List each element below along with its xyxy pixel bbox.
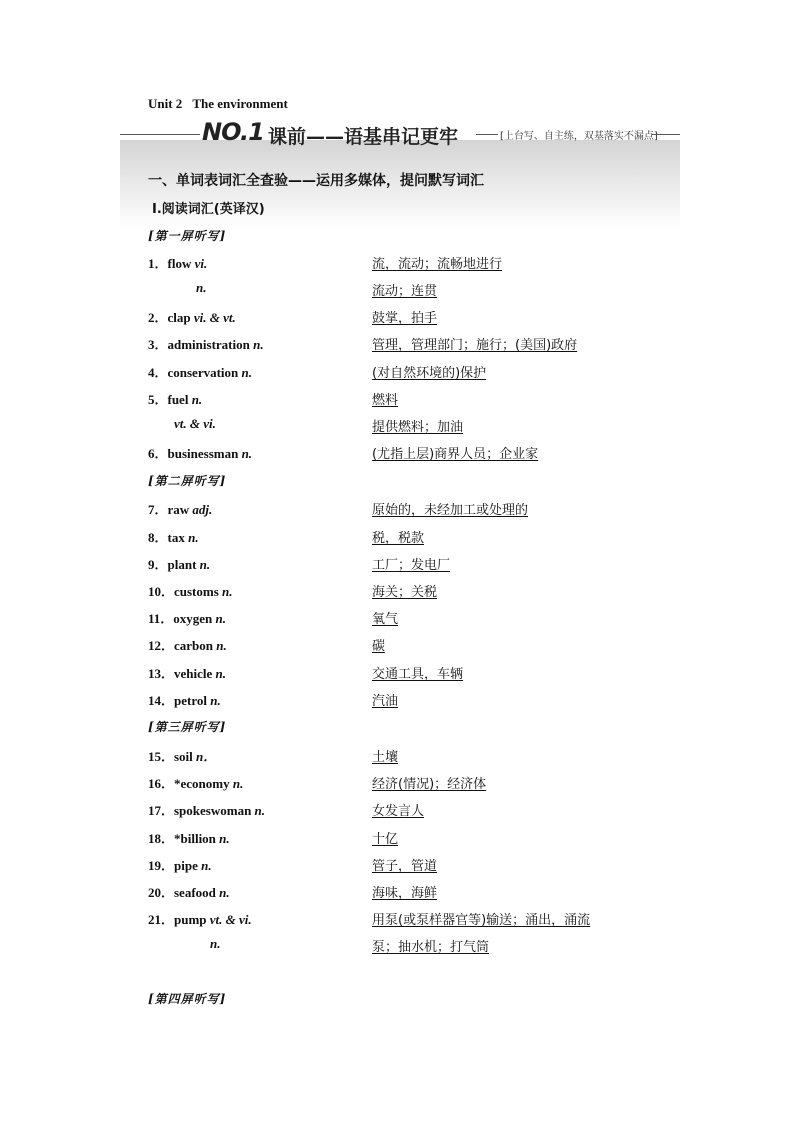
vocab-part-of-speech: n. bbox=[253, 337, 264, 352]
section-banner bbox=[120, 118, 680, 154]
vocab-word-text: 9．plant bbox=[148, 557, 200, 572]
vocab-word-text: 16．*economy bbox=[148, 776, 233, 791]
vocab-row bbox=[0, 855, 794, 877]
vocab-word-text: 13．vehicle bbox=[148, 666, 216, 681]
vocab-row bbox=[0, 581, 794, 603]
vocab-word bbox=[148, 581, 233, 600]
vocab-meaning: 碳 bbox=[372, 639, 386, 654]
vocab-word bbox=[148, 855, 212, 874]
vocab-part-of-speech: n. bbox=[196, 280, 207, 295]
screen-label-3: [第三屏听写] bbox=[148, 720, 227, 734]
vocab-word bbox=[148, 443, 252, 462]
vocab-meaning: 税，税款 bbox=[372, 531, 425, 546]
vocab-part-of-speech: n． bbox=[196, 749, 217, 764]
vocab-meaning: 原始的，未经加工或处理的 bbox=[372, 503, 529, 518]
vocab-row bbox=[0, 909, 794, 931]
vocab-word bbox=[148, 499, 212, 518]
vocab-row bbox=[0, 882, 794, 904]
vocab-word-text: 18．*billion bbox=[148, 831, 220, 846]
vocab-row bbox=[0, 773, 794, 795]
vocab-word-text: 11．oxygen bbox=[148, 611, 216, 626]
vocab-meaning: 汽油 bbox=[372, 694, 399, 709]
vocab-row bbox=[0, 554, 794, 576]
vocab-part-of-speech: n. bbox=[254, 803, 266, 818]
vocab-meaning: 土壤 bbox=[372, 750, 399, 765]
vocab-meaning: 鼓掌，拍手 bbox=[372, 311, 438, 326]
vocab-part-of-speech: vi. & vt. bbox=[193, 310, 236, 325]
vocab-word-text: 3．administration bbox=[148, 337, 254, 352]
vocab-row bbox=[0, 527, 794, 549]
vocab-part-of-speech: n. bbox=[188, 530, 199, 545]
vocab-row bbox=[0, 362, 794, 384]
vocab-word bbox=[148, 554, 210, 573]
vocab-word-text: 7．raw bbox=[148, 502, 193, 517]
sub-section-title: Ⅰ.阅读词汇(英译汉) bbox=[152, 202, 265, 217]
vocab-row bbox=[0, 416, 794, 438]
vocab-word-text: 2．clap bbox=[148, 310, 194, 325]
vocab-part-of-speech: n. bbox=[222, 584, 233, 599]
vocab-meaning: 提供燃料；加油 bbox=[372, 420, 464, 435]
vocab-word bbox=[148, 882, 230, 901]
vocab-meaning: 氧气 bbox=[372, 612, 399, 627]
vocab-word-text: 14．petrol bbox=[148, 693, 211, 708]
vocab-word bbox=[148, 527, 199, 546]
vocab-part-of-speech: n. bbox=[210, 693, 221, 708]
vocab-row bbox=[0, 690, 794, 712]
vocab-meaning: 泵；抽水机；打气筒 bbox=[372, 940, 490, 955]
vocab-part-of-speech: n. bbox=[216, 638, 227, 653]
vocab-row bbox=[0, 608, 794, 630]
vocab-part-of-speech: n. bbox=[219, 885, 230, 900]
vocab-meaning: 管理，管理部门；施行；(美国)政府 bbox=[372, 338, 578, 353]
vocab-row bbox=[0, 334, 794, 356]
vocab-row bbox=[0, 253, 794, 275]
vocab-row bbox=[0, 389, 794, 411]
banner-subtitle: [上台写、自主练，双基落实不漏点] bbox=[500, 131, 658, 142]
vocab-word-text: 1．flow bbox=[148, 256, 195, 271]
vocab-row bbox=[0, 828, 794, 850]
section-title: 一、单词表词汇全查验——运用多媒体，提问默写词汇 bbox=[148, 173, 484, 189]
unit-number: Unit 2 bbox=[148, 96, 183, 111]
vocab-word-text: 19．pipe bbox=[148, 858, 202, 873]
vocab-meaning: 燃料 bbox=[372, 393, 399, 408]
vocab-row bbox=[0, 746, 794, 768]
vocab-word bbox=[148, 690, 221, 709]
vocab-word-text: 6．businessman bbox=[148, 446, 242, 461]
vocab-word-text: 15．soil bbox=[148, 749, 197, 764]
vocab-word-text: 20．seafood bbox=[148, 885, 220, 900]
vocab-word bbox=[148, 663, 226, 682]
vocab-part-of-speech: n. bbox=[215, 611, 227, 626]
vocab-part-of-speech: n. bbox=[219, 831, 230, 846]
vocab-part-of-speech: n. bbox=[241, 446, 253, 461]
screen-label-1: [第一屏听写] bbox=[148, 229, 227, 243]
vocab-word bbox=[148, 746, 216, 765]
vocab-word-text: 12．carbon bbox=[148, 638, 217, 653]
vocab-part-of-speech: n. bbox=[191, 392, 203, 407]
vocab-part-of-speech: n. bbox=[199, 557, 211, 572]
vocab-word-text: 21．pump bbox=[148, 912, 210, 927]
vocab-word bbox=[148, 253, 207, 272]
vocab-meaning: 女发言人 bbox=[372, 804, 425, 819]
unit-heading bbox=[148, 96, 288, 112]
vocab-part-of-speech: n. bbox=[241, 365, 253, 380]
banner-rule-right bbox=[652, 134, 680, 135]
vocab-word bbox=[148, 389, 202, 408]
vocab-word bbox=[148, 800, 265, 819]
vocab-word bbox=[148, 334, 264, 353]
vocab-part-of-speech: n. bbox=[210, 936, 221, 951]
vocab-meaning: (尤指上层)商界人员；企业家 bbox=[372, 447, 539, 462]
vocab-meaning: 交通工具，车辆 bbox=[372, 667, 464, 682]
vocab-word-text: 5．fuel bbox=[148, 392, 192, 407]
vocab-meaning: 流动；连贯 bbox=[372, 284, 438, 299]
vocab-row bbox=[0, 800, 794, 822]
vocab-word-text: 4．conservation bbox=[148, 365, 242, 380]
vocab-row bbox=[0, 443, 794, 465]
vocab-word bbox=[210, 936, 220, 952]
vocab-part-of-speech: n. bbox=[215, 666, 226, 681]
vocab-part-of-speech: vt. & vi. bbox=[209, 912, 252, 927]
vocab-part-of-speech: adj. bbox=[192, 502, 213, 517]
vocab-row bbox=[0, 635, 794, 657]
banner-rule-middle bbox=[476, 134, 498, 135]
vocab-row bbox=[0, 499, 794, 521]
vocab-part-of-speech: n. bbox=[232, 776, 244, 791]
vocab-word-text: 10．customs bbox=[148, 584, 223, 599]
vocab-meaning: 经济(情况)；经济体 bbox=[372, 777, 487, 792]
vocab-meaning: 流，流动；流畅地进行 bbox=[372, 257, 503, 272]
vocab-word bbox=[148, 635, 227, 654]
vocab-word-text: 8．tax bbox=[148, 530, 189, 545]
vocab-meaning: 十亿 bbox=[372, 832, 399, 847]
unit-title: The environment bbox=[192, 96, 288, 111]
vocab-word bbox=[174, 416, 216, 432]
screen-label-4: [第四屏听写] bbox=[148, 992, 227, 1006]
banner-rule-left bbox=[120, 134, 200, 135]
vocab-row bbox=[0, 936, 794, 958]
vocab-part-of-speech: vi. bbox=[194, 256, 208, 271]
screen-label-2: [第二屏听写] bbox=[148, 474, 227, 488]
vocab-meaning: 用泵(或泵样器官等)输送；涌出，涌流 bbox=[372, 913, 591, 928]
vocab-row bbox=[0, 307, 794, 329]
vocab-word bbox=[148, 608, 226, 627]
vocab-word bbox=[148, 362, 252, 381]
vocab-word bbox=[196, 280, 206, 296]
vocab-part-of-speech: vt. & vi. bbox=[174, 416, 216, 431]
banner-title: 课前——语基串记更牢 bbox=[268, 126, 459, 148]
vocab-word bbox=[148, 773, 243, 792]
vocab-meaning: 工厂；发电厂 bbox=[372, 558, 451, 573]
vocab-word bbox=[148, 828, 230, 847]
vocab-meaning: 海味，海鲜 bbox=[372, 886, 438, 901]
vocab-word bbox=[148, 307, 236, 326]
vocab-row bbox=[0, 663, 794, 685]
banner-number: NO.1 bbox=[202, 118, 264, 146]
vocab-meaning: (对自然环境的)保护 bbox=[372, 366, 487, 381]
vocab-meaning: 管子，管道 bbox=[372, 859, 438, 874]
vocab-row bbox=[0, 280, 794, 302]
vocab-word-text: 17．spokeswoman bbox=[148, 803, 255, 818]
vocab-word bbox=[148, 909, 252, 928]
vocab-meaning: 海关；关税 bbox=[372, 585, 438, 600]
vocab-part-of-speech: n. bbox=[201, 858, 212, 873]
